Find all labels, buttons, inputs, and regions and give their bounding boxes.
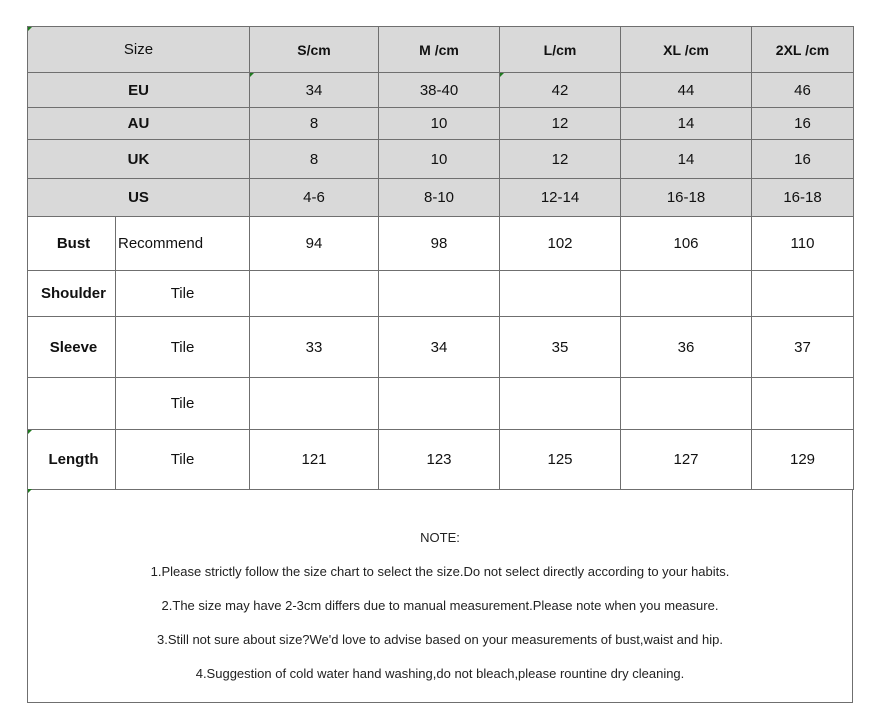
measurement-value: 34 [379, 317, 500, 378]
measurement-value [500, 378, 621, 430]
note-item: 1.Please strictly follow the size chart to select the size.Do not select directly according to your habits. [150, 564, 730, 579]
measurement-value [621, 271, 752, 317]
cell-corner-marker [250, 73, 254, 77]
measurement-value: 127 [621, 430, 752, 490]
measurement-value: 106 [621, 217, 752, 271]
region-value: 8-10 [379, 179, 500, 217]
measurement-value [752, 378, 854, 430]
region-value: 44 [621, 73, 752, 108]
measurement-value [379, 271, 500, 317]
region-value: 16 [752, 140, 854, 179]
measurement-type: Tile [116, 430, 250, 490]
measurement-value: 123 [379, 430, 500, 490]
region-value: 12-14 [500, 179, 621, 217]
measurement-value: 129 [752, 430, 854, 490]
measurement-row-bust [28, 217, 854, 271]
measurement-value: 37 [752, 317, 854, 378]
measurement-value: 125 [500, 430, 621, 490]
measurement-value [250, 378, 379, 430]
region-value: 4-6 [250, 179, 379, 217]
region-row-au [28, 108, 854, 140]
measurement-row-length [28, 430, 854, 490]
region-label: EU [28, 73, 250, 108]
measurement-row-shoulder [28, 271, 854, 317]
region-value: 46 [752, 73, 854, 108]
region-value: 12 [500, 108, 621, 140]
measurement-value: 98 [379, 217, 500, 271]
column-header-m: M /cm [379, 27, 500, 73]
measurement-value [500, 271, 621, 317]
measurement-type: Tile [116, 271, 250, 317]
region-value: 8 [250, 108, 379, 140]
measurement-value [621, 378, 752, 430]
region-value: 8 [250, 140, 379, 179]
measurement-value: 94 [250, 217, 379, 271]
measurement-row-blank [28, 378, 854, 430]
header-row [28, 27, 854, 73]
region-value: 34 [250, 73, 379, 108]
note-item: 3.Still not sure about size?We'd love to advise based on your measurements of bust,waist and hip. [157, 632, 723, 647]
measurement-value: 121 [250, 430, 379, 490]
column-header-l: L/cm [500, 27, 621, 73]
region-value: 16-18 [752, 179, 854, 217]
measurement-value [752, 271, 854, 317]
measurement-label: Sleeve [28, 317, 116, 378]
measurement-label: Shoulder [28, 271, 116, 317]
measurement-value: 35 [500, 317, 621, 378]
note-item: 2.The size may have 2-3cm differs due to manual measurement.Please note when you measure. [161, 598, 719, 613]
region-value: 16 [752, 108, 854, 140]
cell-corner-marker [28, 27, 32, 31]
measurement-value [250, 271, 379, 317]
measurement-value: 36 [621, 317, 752, 378]
cell-corner-marker [500, 73, 504, 77]
column-header-s: S/cm [250, 27, 379, 73]
notes-panel [27, 489, 853, 703]
region-value: 10 [379, 108, 500, 140]
region-row-us [28, 179, 854, 217]
measurement-type: Recommend [116, 217, 250, 271]
size-table [27, 26, 854, 490]
measurement-value: 102 [500, 217, 621, 271]
measurement-value: 110 [752, 217, 854, 271]
column-header-2xl: 2XL /cm [752, 27, 854, 73]
region-value: 16-18 [621, 179, 752, 217]
notes-heading: NOTE: [420, 530, 460, 545]
region-label: UK [28, 140, 250, 179]
column-header-xl: XL /cm [621, 27, 752, 73]
region-label: US [28, 179, 250, 217]
region-value: 14 [621, 140, 752, 179]
measurement-label [28, 378, 116, 430]
size-title: Size [28, 27, 250, 73]
region-value: 10 [379, 140, 500, 179]
region-row-eu [28, 73, 854, 108]
region-value: 42 [500, 73, 621, 108]
measurement-label: Length [28, 430, 116, 490]
measurement-type: Tile [116, 378, 250, 430]
measurement-label: Bust [28, 217, 116, 271]
region-value: 12 [500, 140, 621, 179]
measurement-value [379, 378, 500, 430]
region-value: 38-40 [379, 73, 500, 108]
measurement-value: 33 [250, 317, 379, 378]
region-value: 14 [621, 108, 752, 140]
cell-corner-marker [28, 430, 32, 434]
measurement-row-sleeve [28, 317, 854, 378]
region-label: AU [28, 108, 250, 140]
measurement-type: Tile [116, 317, 250, 378]
size-chart [27, 26, 853, 703]
region-row-uk [28, 140, 854, 179]
note-item: 4.Suggestion of cold water hand washing,do not bleach,please rountine dry cleaning. [195, 666, 685, 681]
